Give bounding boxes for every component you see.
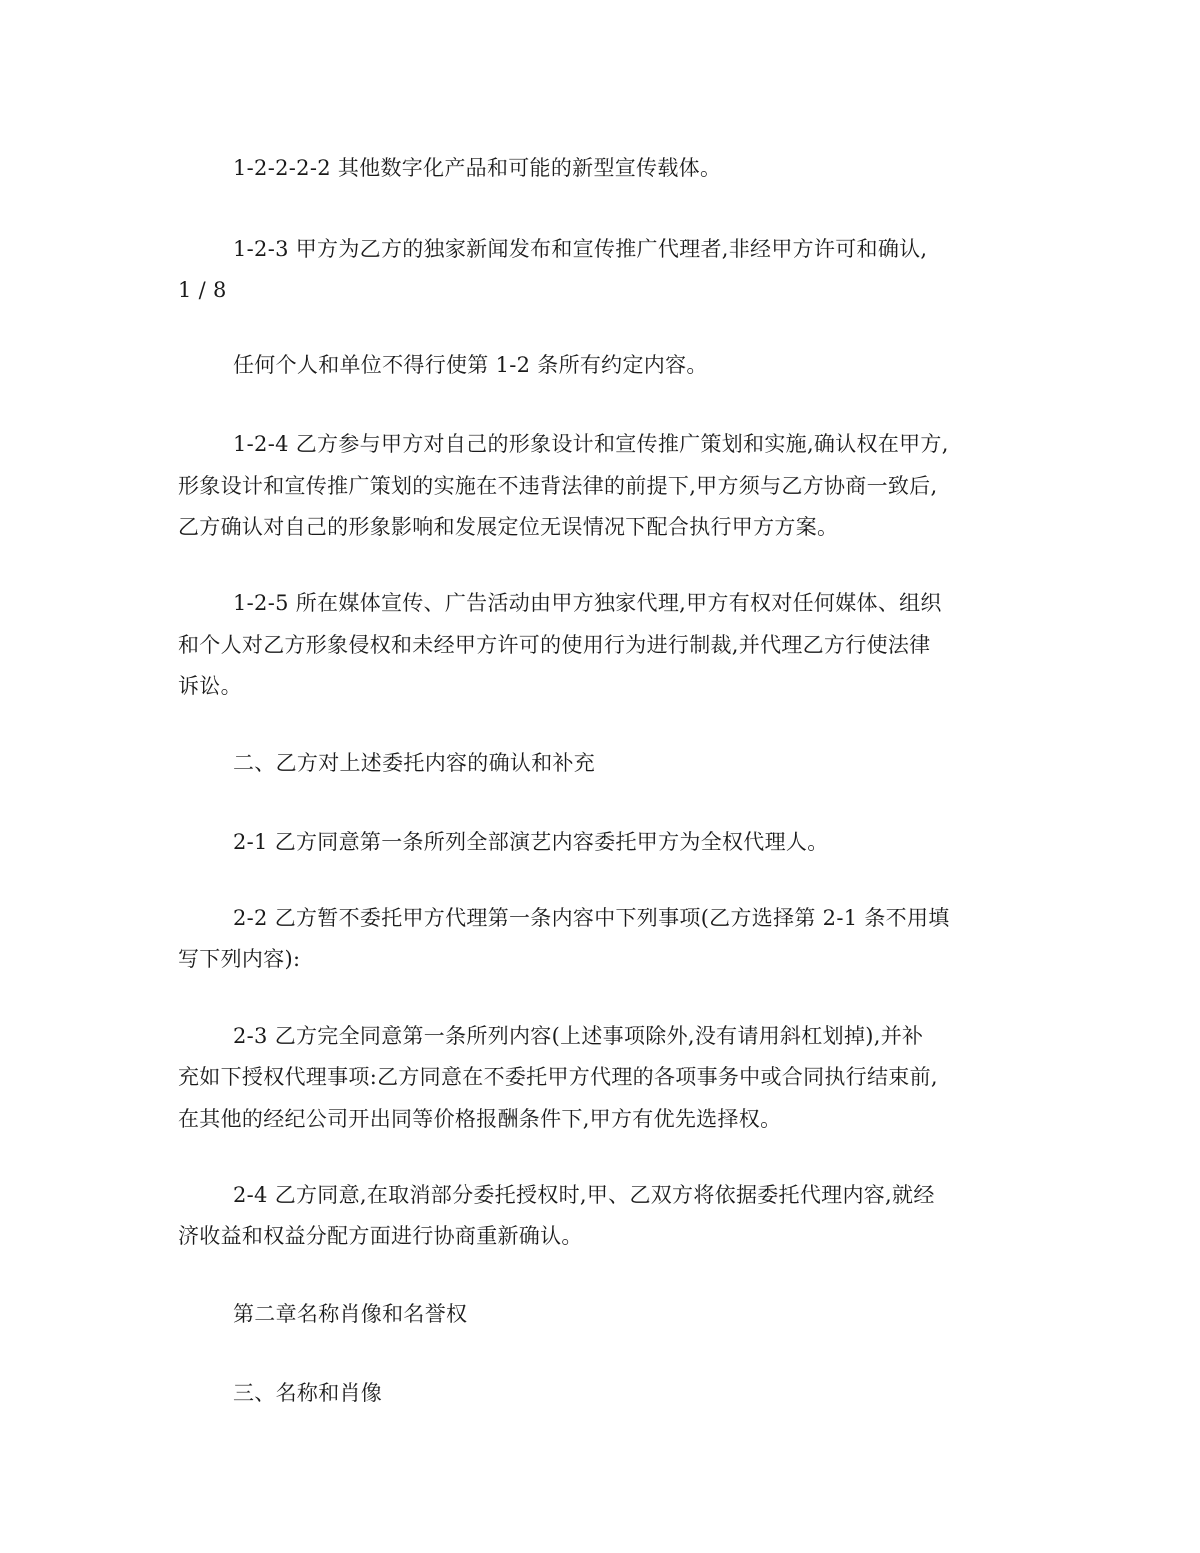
clause-2-4-line-2: 济收益和权益分配方面进行协商重新确认。 (178, 1224, 583, 1248)
clause-2-3-line-1: 2-3 乙方完全同意第一条所列内容(上述事项除外,没有请用斜杠划掉),并补 (233, 1024, 924, 1048)
clause-2-3-line-3: 在其他的经纪公司开出同等价格报酬条件下,甲方有优先选择权。 (178, 1107, 782, 1131)
section-heading-3: 三、名称和肖像 (233, 1381, 383, 1405)
clause-1-2-4-line-3: 乙方确认对自己的形象影响和发展定位无误情况下配合执行甲方方案。 (178, 515, 839, 539)
clause-1-2-4-line-2: 形象设计和宣传推广策划的实施在不违背法律的前提下,甲方须与乙方协商一致后, (178, 474, 938, 498)
chapter-heading-2: 第二章名称肖像和名誉权 (233, 1302, 468, 1326)
clause-2-2-line-1: 2-2 乙方暂不委托甲方代理第一条内容中下列事项(乙方选择第 2-1 条不用填 (233, 906, 950, 930)
clause-2-2-line-2: 写下列内容): (178, 947, 301, 971)
clause-1-2-2-2-2: 1-2-2-2-2 其他数字化产品和可能的新型宣传载体。 (233, 156, 722, 180)
clause-1-2-5-line-3: 诉讼。 (178, 674, 242, 698)
clause-1-2-3-line-2: 任何个人和单位不得行使第 1-2 条所有约定内容。 (233, 353, 708, 377)
clause-2-3-line-2: 充如下授权代理事项:乙方同意在不委托甲方代理的各项事务中或合同执行结束前, (178, 1065, 938, 1089)
clause-2-4-line-1: 2-4 乙方同意,在取消部分委托授权时,甲、乙双方将依据委托代理内容,就经 (233, 1183, 935, 1207)
page-number: 1 / 8 (178, 278, 227, 302)
clause-1-2-3-line-1: 1-2-3 甲方为乙方的独家新闻发布和宣传推广代理者,非经甲方许可和确认, (233, 237, 928, 261)
section-heading-2: 二、乙方对上述委托内容的确认和补充 (233, 751, 596, 775)
clause-1-2-5-line-1: 1-2-5 所在媒体宣传、广告活动由甲方独家代理,甲方有权对任何媒体、组织 (233, 591, 942, 615)
clause-1-2-4-line-1: 1-2-4 乙方参与甲方对自己的形象设计和宣传推广策划和实施,确认权在甲方, (233, 432, 949, 456)
clause-2-1: 2-1 乙方同意第一条所列全部演艺内容委托甲方为全权代理人。 (233, 830, 829, 854)
clause-1-2-5-line-2: 和个人对乙方形象侵权和未经甲方许可的使用行为进行制裁,并代理乙方行使法律 (178, 633, 931, 657)
